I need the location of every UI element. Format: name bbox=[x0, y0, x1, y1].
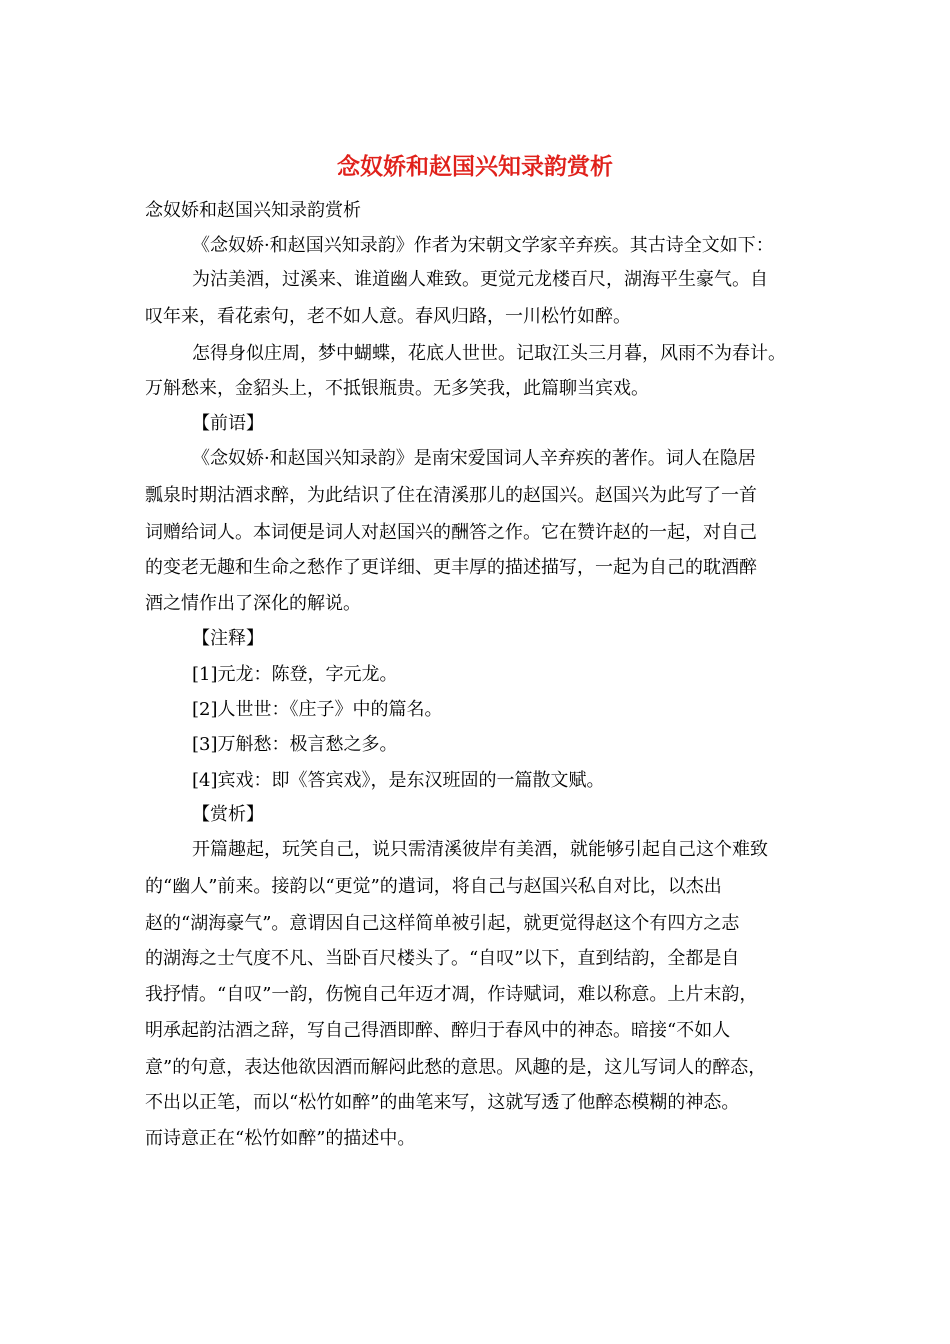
preface-line: 酒之情作出了深化的解说。 bbox=[145, 593, 361, 614]
poem-line: 为沽美酒，过溪来、谁道幽人难致。更觉元龙楼百尺，湖海平生豪气。自 bbox=[192, 269, 768, 290]
intro-paragraph: 《念奴娇·和赵国兴知录韵》作者为宋朝文学家辛弃疾。其古诗全文如下： bbox=[192, 235, 774, 256]
note-item: [1]元龙：陈登，字元龙。 bbox=[192, 664, 398, 685]
notes-heading: 【注释】 bbox=[192, 628, 264, 649]
preface-line: 的变老无趣和生命之愁作了更详细、更丰厚的描述描写，一起为自己的耽酒醉 bbox=[145, 557, 757, 578]
analysis-line: 赵的“湖海豪气”。意谓因自己这样简单被引起，就更觉得赵这个有四方之志 bbox=[145, 913, 740, 934]
analysis-line: 意”的句意，表达他欲因酒而解闷此愁的意思。风趣的是，这儿写词人的醉态， bbox=[145, 1057, 767, 1078]
analysis-line: 明承起韵沽酒之辞，写自己得酒即醉、醉归于春风中的神态。暗接“不如人 bbox=[145, 1020, 731, 1041]
analysis-line: 不出以正笔，而以“松竹如醉”的曲笔来写，这就写透了他醉态模糊的神态。 bbox=[145, 1092, 740, 1113]
document-title: 念奴娇和赵国兴知录韵赏析 bbox=[337, 153, 613, 180]
note-item: [4]宾戏：即《答宾戏》，是东汉班固的一篇散文赋。 bbox=[192, 770, 605, 791]
analysis-heading: 【赏析】 bbox=[192, 804, 264, 825]
analysis-line: 的“幽人”前来。接韵以“更觉”的遣词，将自己与赵国兴私自对比，以杰出 bbox=[145, 876, 722, 897]
preface-line: 词赠给词人。本词便是词人对赵国兴的酬答之作。它在赞许赵的一起，对自己 bbox=[145, 522, 757, 543]
preface-line: 瓢泉时期沽酒求醉，为此结识了住在清溪那儿的赵国兴。赵国兴为此写了一首 bbox=[145, 485, 757, 506]
poem-line: 叹年来，看花索句，老不如人意。春风归路，一川松竹如醉。 bbox=[145, 306, 631, 327]
analysis-line: 而诗意正在“松竹如醉”的描述中。 bbox=[145, 1128, 416, 1149]
analysis-line: 的湖海之士气度不凡、当卧百尺楼头了。“自叹”以下，直到结韵，全都是自 bbox=[145, 948, 740, 969]
document-subtitle: 念奴娇和赵国兴知录韵赏析 bbox=[145, 200, 361, 221]
note-item: [2]人世世：《庄子》中的篇名。 bbox=[192, 699, 443, 720]
preface-line: 《念奴娇·和赵国兴知录韵》是南宋爱国词人辛弃疾的著作。词人在隐居 bbox=[192, 448, 756, 469]
analysis-line: 开篇趣起，玩笑自己，说只需清溪彼岸有美酒，就能够引起自己这个难致 bbox=[192, 839, 768, 860]
analysis-line: 我抒情。“自叹”一韵，伤惋自己年迈才凋，作诗赋词，难以称意。上片末韵， bbox=[145, 984, 758, 1005]
poem-line: 怎得身似庄周，梦中蝴蝶，花底人世世。记取江头三月暮，风雨不为春计。 bbox=[192, 343, 786, 364]
preface-heading: 【前语】 bbox=[192, 413, 264, 434]
note-item: [3]万斛愁：极言愁之多。 bbox=[192, 734, 398, 755]
poem-line: 万斛愁来，金貂头上，不抵银瓶贵。无多笑我，此篇聊当宾戏。 bbox=[145, 378, 649, 399]
